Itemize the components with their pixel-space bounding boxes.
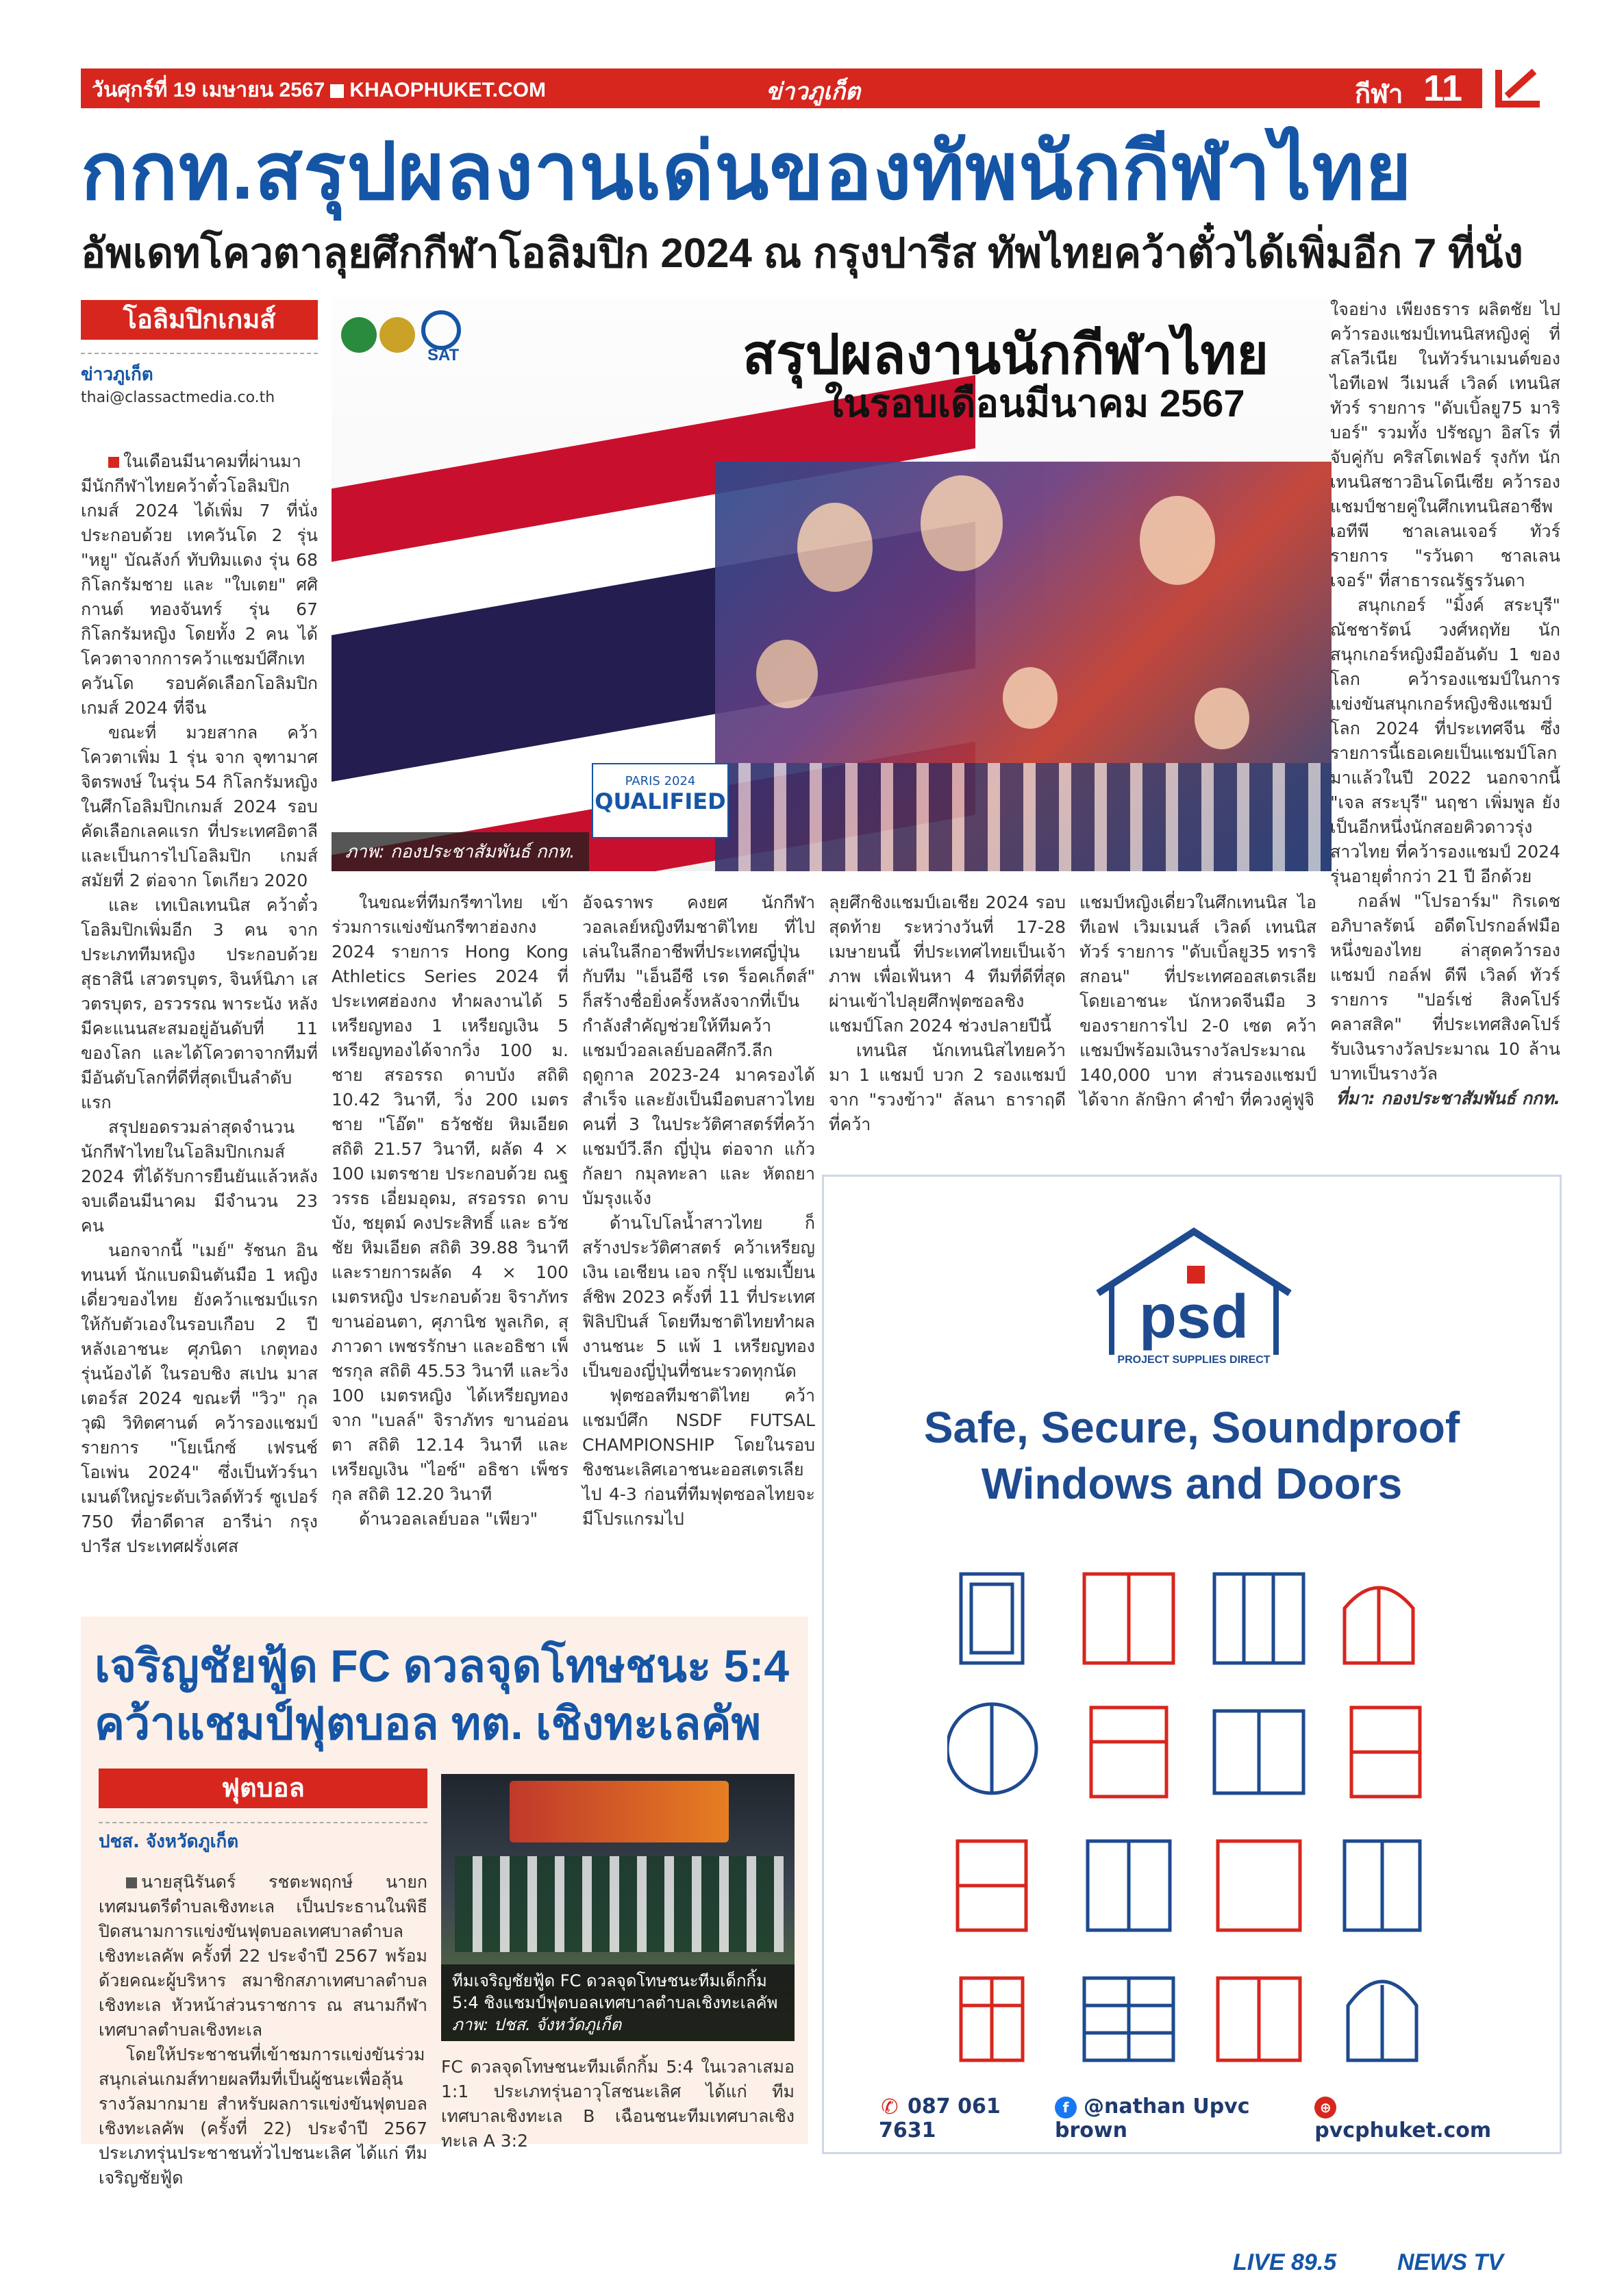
football-column-2: [441, 2055, 795, 2153]
square-bullet-icon: [330, 84, 344, 98]
publisher-corner-logo-icon: [1492, 63, 1547, 111]
paragraph: ใจอย่าง เพียงธราร ผลิตชัย ไปคว้ารองแชมป์เทนนิสหญิงคู่ ที่สโลวีเนีย ในทัวร์นาเมนต์ของ ไอทีเอฟ วีเมนส์ เวิลด์ เทนนิส ทัวร์ รายการ "ดับเบิ้ลยู75 มาริบอร์" รวมทั้ง ปรัชญา อิสโร ที่จับคู่กับ คริสโตเฟอร์ รุงกัท นักเทนนิสชาวอินโดนีเซีย คว้ารองแชมป์ชายคู่ในศึกเทนนิสอาชีพ เอทีพี ชาลเลนเจอร์ ทัวร์ รายการ "รวันดา ชาลเลนเจอร์" ที่สาธารณรัฐรวันดา: [1330, 299, 1560, 590]
paragraph: FC ดวลจุดโทษชนะทีมเด็กกิ้ม 5:4 ในเวลาเสมอ 1:1 ประเภทรุ่นอาวุโสชนะเลิศ ได้แก่ ทีมเทศบาลเชิงทะเล B เฉือนชนะทีมเทศบาลเชิงทะเล A 3:2: [441, 2057, 795, 2151]
section-tag-football: ฟุตบอล: [99, 1769, 427, 1808]
badge-line-2: QUALIFIED: [595, 788, 726, 814]
football-headline: [95, 1637, 800, 1752]
football-headline-line-2: คว้าแชมป์ฟุตบอล ทต. เชิงทะเลคัพ: [95, 1698, 762, 1749]
window-icon: [1218, 1841, 1300, 1930]
paragraph: แชมป์หญิงเดี่ยวในศึกเทนนิส ไอทีเอฟ เวิมเมนส์ เวิลด์ เทนนิส ทัวร์ รายการ "ดับเบิ้ลยู35 ทราริสกอน" ที่ประเทศออสเตรเลีย โดยเอาชนะ นักหวดจีนมือ 3 ของรายการไป 2-0 เซต คว้าแชมป์พร้อมเงินรางวัลประมาณ 140,000 บาท ส่วนรองแชมป์ได้จาก ลักษิกา คำขำ ที่ควงคู่ฟูจิ: [1079, 892, 1316, 1110]
divider: [81, 353, 318, 354]
hero-caption: ภาพ: กองประชาสัมพันธ์ กกท.: [332, 832, 589, 871]
psd-brand-subtext: PROJECT SUPPLIES DIRECT: [1117, 1354, 1271, 1366]
paragraph: โดยให้ประชาชนที่เข้าชมการแข่งขันร่วมสนุกเล่นเกมส์ทายผลทีมที่เป็นผู้ชนะเพื่อลุ้นรางวัลมากมาย สำหรับผลการแข่งขันฟุตบอลเชิงทะเลคัพ (ครั้งที่ 22) ประจำปี 2567 ประเภทรุ่นประชาชนทั่วไปชนะเลิศ ได้แก่ ทีมเจริญชัยฟู้ด: [99, 2045, 427, 2188]
facebook-icon: f: [1055, 2097, 1077, 2119]
paragraph: และ เทเบิลเทนนิส คว้าตั๋วโอลิมปิกเพิ่มอีก 3 คน จากประเภททีมหญิง ประกอบด้วย สุธาสินี เสวตรบุตร, จินห์นิภา เสวตรบุตร, อรวรรณ พาระนัง หลังมีคะแนนสะสมอยู่อันดับที่ 11 ของโลก และได้โควตาจากทีมที่มีอันดับโลกที่ดีที่สุดเป็นลำดับแรก: [81, 895, 318, 1112]
psd-house-logo-icon: [1084, 1218, 1303, 1375]
paragraph: นอกจากนี้ "เมย์" รัชนก อินทนนท์ นักแบดมินตันมือ 1 หญิงเดี่ยวของไทย ยังคว้าแชมป์แรกให้กับตัวเองในรอบเกือบ 2 ปี หลังเอาชนะ ศุภนิดา เกตุทอง รุ่นน้องได้ ในรอบชิง สเปน มาสเตอร์ส 2024 ขณะที่ "วิว" กุลวุฒิ วิทิตศานต์ คว้ารองแชมป์ รายการ "โยเน็กซ์ เฟรนช์ โอเพ่น 2024" ซึ่งเป็นทัวร์นาเมนต์ใหญ่ระดับเวิลด์ทัวร์ ซูเปอร์ 750 ที่อาดีดาส อารีน่า กรุงปารีส ประเทศฝรั่งเศส: [81, 1240, 318, 1556]
square-bullet-icon: [108, 457, 119, 468]
badge-line-1: PARIS 2024: [625, 774, 696, 788]
article-column-5: [1079, 890, 1316, 1112]
football-column-1: [99, 1870, 427, 2190]
page-number: 11: [1423, 68, 1463, 109]
header-section: กีฬา: [1355, 79, 1403, 109]
paragraph: ขณะที่ มวยสากล คว้าโควตาเพิ่ม 1 รุ่น จาก จุฑามาศ จิตรพงษ์ ในรุ่น 54 กิโลกรัมหญิง ในศึกโอลิมปิกเกมส์ 2024 รอบคัดเลือกเลคแรก ที่ประเทศอิตาลี และเป็นการไปโอลิมปิก เกมส์ สมัยที่ 2 ต่อจาก โตเกียว 2020: [81, 723, 318, 890]
window-door-icons-grid: [947, 1567, 1440, 2067]
window-icon: [1214, 1574, 1303, 1663]
paragraph: กอล์ฟ "โปรอาร์ม" กิรเดช อภิบาลรัตน์ อดีตโปรกอล์ฟมือหนึ่งของไทย ล่าสุดคว้ารองแชมป์ กอล์ฟ ดีพี เวิลด์ ทัวร์ รายการ "ปอร์เช่ สิงคโปร์ คลาสสิค" ที่ประเทศสิงคโปร์ รับเงินรางวัลประมาณ 10 ล้านบาทเป็นรางวัล: [1330, 891, 1560, 1084]
paragraph: ด้านโปโลน้ำสาวไทย ก็สร้างประวัติศาสตร์ คว้าเหรียญเงิน เอเชียน เอจ กรุ๊ป แชมเปี้ยนส์ชิพ 2023 ครั้งที่ 11 ที่ประเทศฟิลิปปินส์ โดยทีมชาติไทยทำผลงานชนะ 5 แพ้ 1 เหรียญทองเป็นของญี่ปุ่นที่ชนะรวดทุกนัด: [582, 1213, 815, 1381]
page-header: [81, 68, 1559, 108]
paragraph: สนุกเกอร์ "มิ้งค์ สระบุรี" ณัชชารัตน์ วงศ์หฤทัย นักสนุกเกอร์หญิงมืออันดับ 1 ของโลก คว้ารองแชมป์ในการแข่งขันสนุกเกอร์หญิงชิงแชมป์โลก 2024 ที่ประเทศจีน ซึ่งรายการนี้เธอเคยเป็นแชมป์โลกมาแล้วในปี 2022 นอกจากนี้ "เจล สระบุรี" นฤชา เพิ่มพูล ยังเป็นอีกหนึ่งนักสอยคิวดาวรุ่งสาวไทย ที่คว้ารองแชมป์ 2024 รุ่นอายุต่ำกว่า 21 ปี อีกด้วย: [1330, 595, 1560, 886]
sat-logo-icon: [338, 304, 482, 366]
phone-icon: ✆: [879, 2097, 901, 2119]
header-site: KHAOPHUKET.COM: [349, 79, 546, 101]
globe-icon: ⊕: [1314, 2097, 1336, 2119]
header-date: วันศุกร์ที่ 19 เมษายน 2567: [92, 79, 325, 101]
header-brand: ข่าวภูเก็ต: [766, 79, 861, 105]
section-tag-olympics: โอลิมปิกเกมส์: [81, 300, 318, 340]
photo-team-crowd: [455, 1856, 784, 1952]
football-byline: ปชส. จังหวัดภูเก็ต: [99, 1832, 239, 1852]
hero-subtitle: ในรอบเดือนมีนาคม 2567: [825, 382, 1245, 425]
paragraph: ในขณะที่ทีมกรีฑาไทย เข้าร่วมการแข่งขันกรีฑาฮ่องกง 2024 รายการ Hong Kong Athletics Series 2024 ที่ประเทศฮ่องกง ทำผลงานได้ 5 เหรียญทอง 1 เหรียญเงิน 5 เหรียญทองได้จากวิ่ง 100 ม. ชาย สรอรรถ ดาบบัง สถิติ 10.42 วินาที, วิ่ง 200 เมตรชาย "โอ๊ต" ธวัชชัย หิมเอียด สถิติ 21.57 วินาที, ผลัด 4 × 100 เมตรชาย ประกอบด้วย ณฐวรรธ เอี่ยมอุดม, สรอรรถ ดาบบัง, ชยุตม์ คงประสิทธิ์ และ ธวัชชัย หิมเอียด สถิติ 39.88 วินาที และรายการผลัด 4 × 100 เมตรหญิง ประกอบด้วย จิราภัทร ขานอ่อนตา, ศุภานิช พูลเกิด, สุภาวดา เพชรรักษา และอธิชา เพ็ชรกุล สถิติ 45.53 วินาที และวิ่ง 100 เมตรหญิง ได้เหรียญทองจาก "เบลล์" จิราภัทร ขานอ่อนตา สถิติ 12.14 วินาที และเหรียญเงิน "ไอซ์" อธิชา เพ็ชรกุล สถิติ 12.20 วินาที: [332, 892, 569, 1504]
paragraph: เทนนิส นักเทนนิสไทยคว้ามา 1 แชมป์ บวก 2 รองแชมป์ จาก "รวงข้าว" ลัลนา ธาราฤดี ที่คว้า: [829, 1040, 1066, 1134]
ad-tagline-line-2: Windows and Doors: [981, 1459, 1403, 1508]
divider: [99, 1822, 427, 1823]
paragraph: นายสุนิรันดร์ รชตะพฤกษ์ นายกเทศมนตรีตำบลเชิงทะเล เป็นประธานในพิธีปิดสนามการแข่งขันฟุตบอลเทศบาลตำบลเชิงทะเลคัพ ครั้งที่ 22 ประจำปี 2567 พร้อมด้วยคณะผู้บริหาร สมาชิกสภาเทศบาลตำบลเชิงทะเล หัวหน้าส่วนราชการ ณ สนามกีฬาเทศบาลตำบลเชิงทะเล: [99, 1872, 427, 2040]
news-tv-logo: NEWS TV: [1397, 2249, 1503, 2275]
paragraph: อัจฉราพร คงยศ นักกีฬาวอลเลย์หญิงทีมชาติไทย ที่ไปเล่นในลีกอาชีพที่ประเทศญี่ปุ่น กับทีม "เอ็นอีซี เรด ร็อคเก็ตส์" ก็สร้างชื่อยิ่งครั้งหลังจากที่เป็นกำลังสำคัญช่วยให้ทีมคว้าแชมป์วอลเลย์บอลศึกวี.ลีก ฤดูกาล 2023-24 มาครองได้สำเร็จ และยังเป็นมือตบสาวไทยคนที่ 3 ในประวัติศาสตร์ที่คว้าแชมป์วี.ลีก ญี่ปุ่น ต่อจาก แก้วกัลยา กมุลทะลา และ หัตถยา บัมรุงแจ้ง: [582, 892, 815, 1208]
ad-website[interactable]: ⊕pvcphuket.com: [1314, 2095, 1509, 2142]
main-subheadline: อัพเดทโควตาลุยศึกกีฬาโอลิมปิก 2024 ณ กรุงปารีส ทัพไทยคว้าตั๋วได้เพิ่มอีก 7 ที่นั่ง: [81, 230, 1523, 276]
ad-facebook[interactable]: f @nathan Upvc brown: [1054, 2095, 1250, 2142]
paragraph: ในเดือนมีนาคมที่ผ่านมา มีนักกีฬาไทยคว้าตั๋วโอลิมปิกเกมส์ 2024 ได้เพิ่ม 7 ที่นั่ง ประกอบด้วย เทควันโด 2 รุ่น "หยู" บัณลังก์ ทับทิมแดง รุ่น 68 กิโลกรัมชาย และ "ใบเตย" ศศิกานต์ ทองจันทร์ รุ่น 67 กิโลกรัมหญิง โดยทั้ง 2 คน ได้โควตาจากการคว้าแชมป์ศึกเทควันโด รอบคัดเลือกโอลิมปิกเกมส์ 2024 ที่จีน: [81, 451, 318, 718]
paragraph: ด้านวอลเลย์บอล "เพียว": [359, 1509, 538, 1529]
football-team-photo: [441, 1774, 795, 2041]
psd-brand-text: psd: [1138, 1283, 1249, 1351]
psd-advertisement[interactable]: [822, 1175, 1562, 2154]
article-column-6: [1330, 297, 1560, 1111]
photo-source: ที่มา: กองประชาสัมพันธ์ กกท.: [1336, 1088, 1560, 1108]
live-radio-logo: LIVE 89.5: [1233, 2249, 1337, 2275]
hero-image: [332, 297, 1332, 871]
sat-logo-text: SAT: [427, 346, 460, 364]
byline: ข่าวภูเก็ต: [81, 364, 153, 385]
article-column-1: [81, 449, 318, 1559]
photo-banner: [510, 1781, 729, 1842]
ad-phone[interactable]: ✆ 087 061 7631: [879, 2095, 1001, 2142]
article-column-4: [829, 890, 1066, 1137]
hero-title: สรุปผลงานนักกีฬาไทย: [742, 324, 1269, 385]
paragraph: สรุปยอดรวมล่าสุดจำนวนนักกีฬาไทยในโอลิมปิกเกมส์ 2024 ที่ได้รับการยืนยันแล้วหลังจบเดือนมีนาคม มีจำนวน 23 คน: [81, 1117, 318, 1236]
header-date-site: [92, 74, 546, 106]
byline-email[interactable]: thai@classactmedia.co.th: [81, 389, 275, 406]
ad-contact-row: [879, 2095, 1509, 2142]
paris-qualified-badge: [592, 763, 729, 838]
article-column-3: [582, 890, 815, 1532]
ad-tagline: [824, 1399, 1560, 1512]
football-photo-caption: ทีมเจริญชัยฟู้ด FC ดวลจุดโทษชนะทีมเด็กกิ้ม 5:4 ชิงแชมป์ฟุตบอลเทศบาลตำบลเชิงทะเลคัพ ภาพ: ปชส. จังหวัดภูเก็ต: [441, 1964, 795, 2041]
footer-logos: [1233, 2247, 1562, 2281]
paragraph: ลุยศึกชิงแชมป์เอเชีย 2024 รอบสุดท้าย ระหว่างวันที่ 17-28 เมษายนนี้ ที่ประเทศไทยเป็นเจ้าภาพ เพื่อเฟ้นหา 4 ทีมที่ดีที่สุดผ่านเข้าไปลุยศึกฟุตซอลชิงแชมป์โลก 2024 ช่วงปลายปีนี้: [829, 892, 1066, 1036]
main-headline: กกท.สรุปผลงานเด่นของทัพนักกีฬาไทย: [81, 127, 1412, 216]
square-bullet-icon: [126, 1877, 137, 1888]
window-icon: [1091, 1708, 1166, 1797]
ad-tagline-line-1: Safe, Secure, Soundproof: [923, 1403, 1460, 1452]
article-column-2: [332, 890, 569, 1532]
paragraph: ฟุตซอลทีมชาติไทย คว้าแชมป์ศึก NSDF FUTSAL CHAMPIONSHIP โดยในรอบชิงชนะเลิศเอาชนะออสเตรเลียไป 4-3 ก่อนที่ทีมฟุตซอลไทยจะมีโปรแกรมไป: [582, 1386, 815, 1529]
football-headline-line-1: เจริญชัยฟู้ด FC ดวลจุดโทษชนะ 5:4: [95, 1640, 790, 1691]
athletes-collage: [715, 462, 1332, 871]
